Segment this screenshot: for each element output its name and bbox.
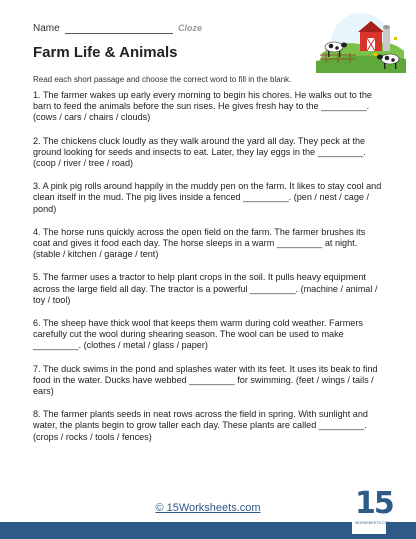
logo-text: WORKSHEETS.COM — [355, 521, 391, 525]
cloze-label: Cloze — [178, 23, 203, 33]
name-label: Name — [33, 23, 60, 34]
logo-number: 15 — [355, 486, 393, 521]
question-item: 2. The chickens cluck loudly as they walk around the yard all day. They peck at the ground looking for seeds and insects to eat. Later, they lay eggs in the _________. (coop / river / tree / road) — [33, 135, 366, 169]
farm-scene-illustration — [316, 7, 406, 73]
name-line[interactable] — [65, 33, 173, 34]
question-list — [33, 90, 383, 455]
question-item: 3. A pink pig rolls around happily in the muddy pen on the farm. It likes to stay cool and clean itself in the mud. The pig lives inside a fenced _________. (pen / nest / cage / pond) — [33, 181, 382, 214]
question-item: 5. The farmer uses a tractor to help plant crops in the soil. It pulls heavy equipment across the large field all day. The tractor is a powerful _________. (machine / animal / toy / tool) — [33, 272, 378, 305]
footer-site-text[interactable]: © 15Worksheets.com — [155, 502, 261, 514]
instructions: Read each short passage and choose the correct word to fill in the blank. — [33, 75, 292, 84]
question-item: 7. The duck swims in the pond and splashes water with its feet. It uses its beak to find food in the water. Ducks have webbed _________ for swimming. (feet / wings / tails / ears) — [33, 363, 378, 397]
question-item: 1. The farmer wakes up early every morning to begin his chores. He walks out to the barn to feed the animals before the sun rises. He gives fresh hay to the _________. (cows / cars / chairs / clouds) — [33, 90, 372, 123]
question-item: 8. The farmer plants seeds in neat rows across the field in spring. With sunlight and water, the plants begin to grow taller each day. These plants are called _________. (crops / rocks / tools / fences) — [33, 409, 368, 442]
page-title: Farm Life & Animals — [33, 44, 178, 61]
question-item: 4. The horse runs quickly across the open field on the farm. The farmer brushes its coat and gives it food each day. The horse sleeps in a warm _________ at night. (stable / kitchen / garage / tent) — [33, 226, 366, 260]
question-item: 6. The sheep have thick wool that keeps them warm during cold weather. Farmers carefully cut the wool during shearing season. The wool can be used to make _________. (clothes / metal / glass / paper) — [33, 318, 363, 351]
